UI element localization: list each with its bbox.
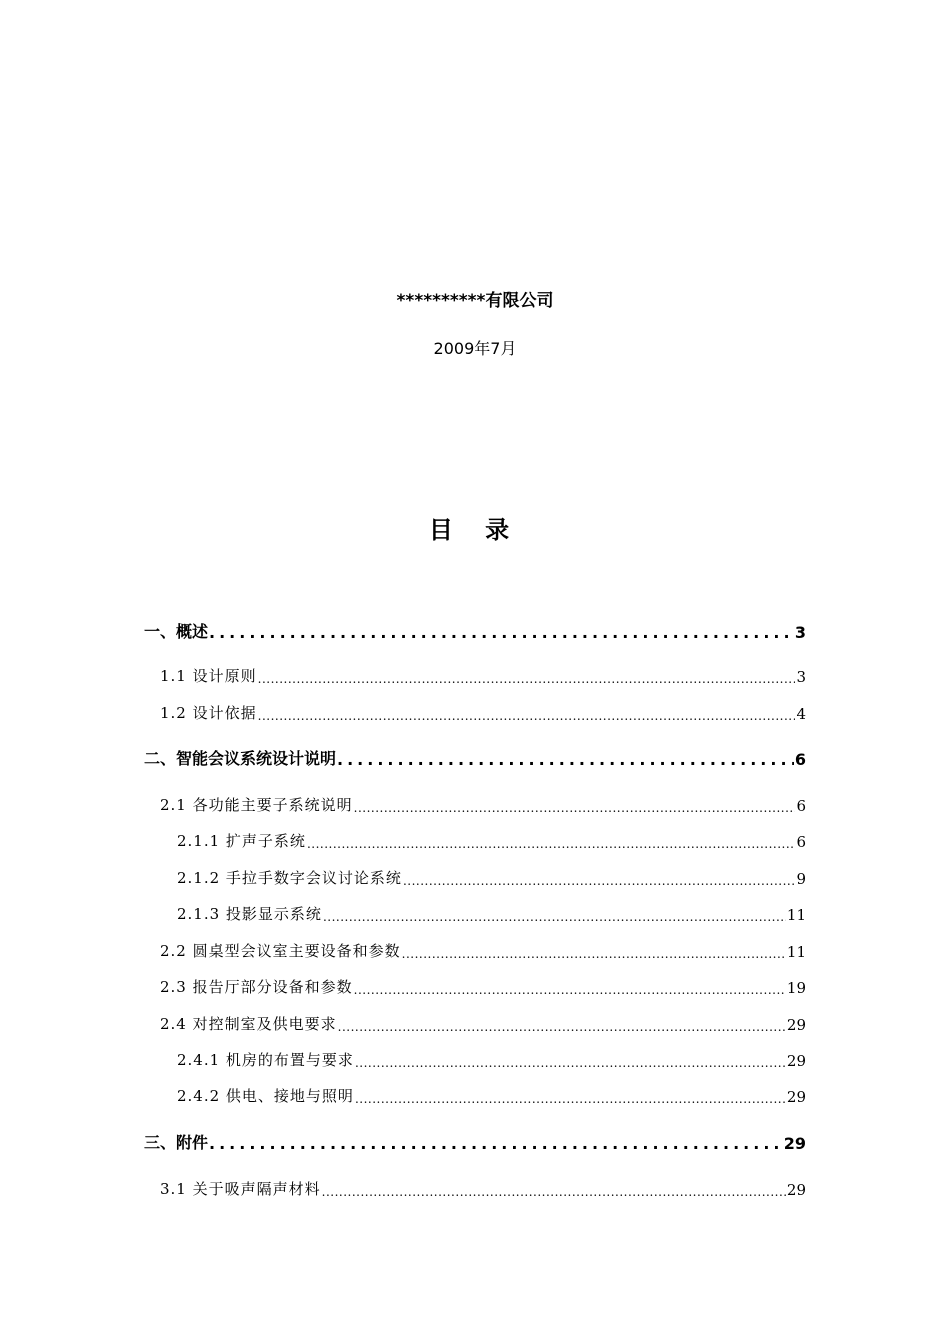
toc-entry-page: 3 (796, 668, 806, 686)
toc-entry-page: 6 (796, 833, 806, 851)
toc-entry-attachments[interactable] (144, 1127, 806, 1153)
toc-entry-label: 3.1 关于吸声隔声材料 (160, 1180, 321, 1198)
toc-leader-dots (258, 672, 796, 686)
toc-entry-label: 2.1.2 手拉手数字会议讨论系统 (177, 869, 402, 887)
toc-leader-dots (209, 1134, 783, 1153)
toc-entry-label: 三、附件 (144, 1133, 209, 1152)
toc-leader-dots (403, 874, 796, 888)
toc-entry-label: 2.4 对控制室及供电要求 (160, 1015, 337, 1033)
toc-entry-auditorium-equipment[interactable] (160, 971, 806, 997)
toc-leader-dots (323, 910, 786, 924)
toc-leader-dots (355, 1092, 786, 1106)
toc-entry-label: 1.2 设计依据 (160, 704, 257, 722)
toc-entry-design-basis[interactable] (160, 697, 806, 723)
toc-leader-dots (402, 947, 786, 961)
toc-entry-page: 29 (783, 1134, 806, 1153)
toc-leader-dots (338, 1020, 786, 1034)
toc-entry-label: 2.1 各功能主要子系统说明 (160, 796, 353, 814)
toc-entry-page: 4 (796, 705, 806, 723)
toc-entry-label: 2.4.1 机房的布置与要求 (177, 1051, 354, 1069)
toc-entry-page: 19 (786, 979, 806, 997)
document-date: 2009年7月 (433, 339, 517, 358)
toc-entry-label: 2.3 报告厅部分设备和参数 (160, 978, 353, 996)
toc-entry-page: 29 (786, 1088, 806, 1106)
toc-entry-page: 11 (786, 906, 806, 924)
toc-entry-label: 一、概述 (144, 622, 209, 641)
toc-entry-overview[interactable] (144, 616, 806, 642)
toc-entry-sound-reinforcement[interactable] (177, 825, 806, 851)
toc-leader-dots (209, 623, 794, 642)
toc-entry-discussion-system[interactable] (177, 862, 806, 888)
toc-entry-label: 二、智能会议系统设计说明 (144, 749, 337, 768)
toc-entry-acoustic-materials[interactable] (160, 1173, 806, 1199)
toc-entry-page: 6 (794, 750, 806, 769)
toc-entry-page: 3 (794, 623, 806, 642)
toc-leader-dots (258, 709, 796, 723)
toc-leader-dots (322, 1185, 786, 1199)
toc-leader-dots (355, 1056, 786, 1070)
toc-entry-meeting-system[interactable] (144, 743, 806, 769)
toc-entry-page: 6 (796, 797, 806, 815)
toc-entry-power-lighting[interactable] (177, 1080, 806, 1106)
toc-title: 目 录 (428, 516, 522, 544)
toc-entry-label: 1.1 设计原则 (160, 667, 257, 685)
toc-leader-dots (354, 801, 796, 815)
toc-entry-subsystems[interactable] (160, 789, 806, 815)
toc-entry-control-room[interactable] (160, 1008, 806, 1034)
toc-leader-dots (307, 837, 796, 851)
toc-entry-label: 2.4.2 供电、接地与照明 (177, 1087, 354, 1105)
toc-entry-label: 2.1.1 扩声子系统 (177, 832, 306, 850)
toc-entry-label: 2.2 圆桌型会议室主要设备和参数 (160, 942, 401, 960)
toc-entry-page: 11 (786, 943, 806, 961)
toc-entry-projection-system[interactable] (177, 898, 806, 924)
toc-entry-page: 9 (796, 870, 806, 888)
toc-entry-machine-room[interactable] (177, 1044, 806, 1070)
toc-entry-label: 2.1.3 投影显示系统 (177, 905, 322, 923)
toc-entry-design-principles[interactable] (160, 660, 806, 686)
toc-entry-page: 29 (786, 1052, 806, 1070)
toc-entry-page: 29 (786, 1181, 806, 1199)
toc-leader-dots (337, 750, 794, 769)
toc-leader-dots (354, 983, 786, 997)
toc-entry-page: 29 (786, 1016, 806, 1034)
toc-entry-roundtable-equipment[interactable] (160, 935, 806, 961)
company-name: **********有限公司 (396, 291, 554, 311)
